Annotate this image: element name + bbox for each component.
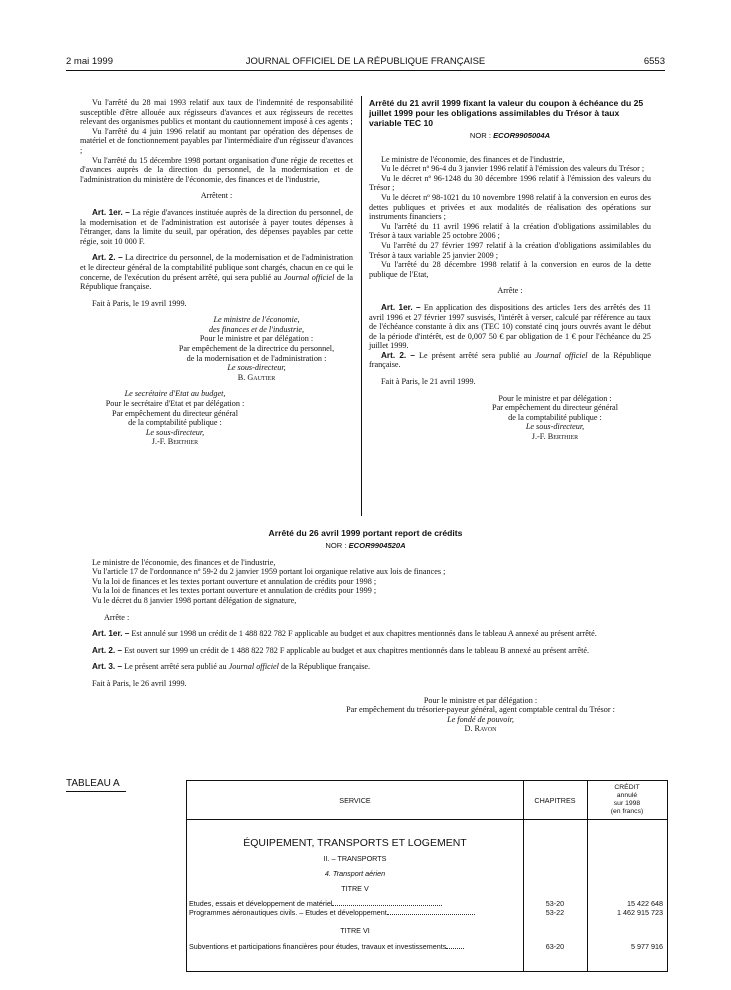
header-chapitres: CHAPITRES [534,796,576,805]
full-width-decree [80,528,651,734]
left-article-1: Art. 1er. – La régie d'avances instituée auprès de la direction du personnel, de la modernisation et de l'administration est autorisée à payer toutes dépenses à l'étranger, dans la limite du seuil, par opération, des dépenses payables par cette régie, soit 10 000 F. [80,207,353,246]
full-vu-1: Le ministre de l'économie, des finances et de l'industrie, [92,557,276,567]
table-titre-vi: TITRE VI [340,926,370,935]
tableau-label-rule [66,791,126,792]
right-fait: Fait à Paris, le 21 avril 1999. [381,377,476,387]
table-row-chapitre: 63-20 [545,942,565,951]
left-fait: Fait à Paris, le 19 avril 1999. [92,298,187,308]
header-journal-title: JOURNAL OFFICIEL DE LA RÉPUBLIQUE FRANÇAISE [245,56,486,67]
right-vu-6: Vu l'arrêté du 28 décembre 1998 relatif à la conversion en euros de la dette publique de l'Etat, [369,260,651,279]
right-vu-4: Vu l'arrêté du 11 avril 1996 relatif à la création d'obligations assimilables du Trésor à taux variable 25 octobre 2006 ; [369,221,651,241]
table-header-rule [187,819,667,820]
full-article-2: Art. 2. – Est ouvert sur 1999 un crédit de 1 488 822 782 F applicable au budget et aux chapitres mentionnés dans le tableau B annexé au présent arrêté. [92,645,590,655]
full-article-1: Art. 1er. – Est annulé sur 1998 un crédit de 1 488 822 782 F applicable au budget et aux chapitres mentionnés dans le tableau A annexé au présent arrêté. [92,629,597,639]
full-vu-3: Vu la loi de finances et les textes portant ouverture et annulation de crédits pour 1998 ; [92,576,377,586]
table-subsection: II. – TRANSPORTS [323,854,387,863]
table-chapter-group: 4. Transport aérien [324,869,386,878]
table-row-chapitre: 53-22 [545,908,565,917]
right-vu-3: Vu le décret nº 98-1021 du 10 novembre 1998 relatif à la conversion en euros des dettes publiques et privées et aux modalités de réalisation des opérations sur instruments financiers ; [369,192,651,222]
right-article-1: Art. 1er. – En application des dispositions des articles 1ers des arrêtés des 11 avril 1996 et 27 février 1997 susvisés, l'intérêt à verser, calculé par référence au taux de l'échéance constante à dix ans (TEC 10) constaté cinq jours ouvrés avant le début de la période d'intérêt, est de 0,007 50 € par obligation de 1 € pour l'échéance du 25 juillet 1999. [369,302,652,351]
full-nor: NOR : ECOR9904520A [325,541,406,550]
full-fait: Fait à Paris, le 26 avril 1999. [92,678,187,688]
right-article-2: Art. 2. – Le présent arrêté sera publié au Journal officiel de la République française. [369,350,651,370]
full-signature: Pour le ministre et par délégation : Par empêchement du trésorier-payeur général, agent comptable central du Trésor : Le fondé de pouvoir, D. Ravon [346,695,615,734]
right-vu-1: Vu le décret nº 96-4 du 3 janvier 1996 relatif à l'émission des valeurs du Trésor ; [381,164,645,174]
right-arrete: Arrête : [497,286,523,296]
table-row: Programmes aéronautiques civils. – Etudes et développement [189,908,519,917]
right-signature: Pour le ministre et par délégation : Par empêchement du directeur général de la comptabilité publique : Le sous-directeur, J.-F. Berthier [492,393,618,442]
header-credit: CRÉDIT annulé sur 1998 (en francs) [610,784,644,815]
right-column [369,98,651,442]
header-service: SERVICE [339,796,371,805]
full-vu-5: Vu le décret du 8 janvier 1998 portant délégation de signature, [92,595,297,605]
right-vu-5: Vu l'arrêté du 27 février 1997 relatif à la création d'obligations assimilables du Trésor à taux variable 25 janvier 2009 ; [369,240,651,260]
right-vu-2: Vu le décret nº 96-1248 du 30 décembre 1996 relatif à l'émission des valeurs du Trésor ; [369,173,651,193]
left-arretent: Arrêtent : [200,191,233,201]
table-row-credit: 1 462 915 723 [617,908,663,917]
right-nor: NOR : ECOR9905004A [469,131,551,140]
left-vu-3: Vu l'arrêté du 15 décembre 1998 portant organisation d'une régie de recettes et d'avances auprès de la direction du personnel, de la modernisation et de l'administration du ministère de l'économie, des finances et de l'industrie, [80,155,353,184]
full-decree-title: Arrêté du 26 avril 1999 portant report de crédits [268,528,463,538]
left-vu-2: Vu l'arrêté du 4 juin 1996 relatif au montant par opération des dépenses de matériel et de fonctionnement payables par l'intermédiaire d'un régisseur d'avances ; [80,126,353,155]
tableau-a-table [186,780,668,972]
table-row-credit: 5 977 916 [631,942,663,951]
table-titre-v: TITRE V [341,884,369,893]
left-signature-2: Le secrétaire d'Etat au budget, Pour le secrétaire d'Etat et par délégation : Par empêchement du directeur général de la comptabilité publique : Le sous-directeur, J.-F. Berthier [105,389,245,447]
right-decree-title: Arrêté du 21 avril 1999 fixant la valeur du coupon à échéance du 25 juillet 1999 pour les obligations assimilables du Trésor à taux variable TEC 10 [369,98,644,128]
tableau-label: TABLEAU A [66,778,120,789]
column-divider [361,96,362,516]
full-vu-2: Vu l'article 17 de l'ordonnance nº 59-2 du 2 janvier 1959 portant loi organique relative aux lois de finances ; [92,567,446,577]
right-minister: Le ministre de l'économie, des finances et de l'industrie, [381,154,565,164]
table-row: Etudes, essais et développement de matériel [189,899,519,908]
left-signature-1: Le ministre de l'économie, des finances et de l'industrie, Pour le ministre et par délégation : Par empêchement de la directrice du personnel, de la modernisation et de l'administration : Le sous-directeur, B. Gautier [178,315,335,382]
header-page-number: 6553 [643,56,665,67]
table-row-credit: 15 422 648 [627,899,663,908]
full-arrete: Arrête : [104,612,130,622]
left-article-2: Art. 2. – La directrice du personnel, de la modernisation et de l'administration et le directeur général de la comptabilité publique sont chargés, chacun en ce qui le concerne, de l'exécution du présent arrêté, qui sera publié au Journal officiel de la République française. [80,253,353,292]
left-vu-1: Vu l'arrêté du 28 mai 1993 relatif aux taux de l'indemnité de responsabilité susceptible d'être allouée aux régisseurs d'avances et aux régisseurs de recettes relevant des organismes publics et montant du cautionnement imposé à ces agents ; [80,98,353,127]
table-row-chapitre: 53-20 [545,899,565,908]
full-article-3: Art. 3. – Le présent arrêté sera publié au Journal officiel de la République française. [92,662,371,672]
table-section-title: ÉQUIPEMENT, TRANSPORTS ET LOGEMENT [243,837,467,849]
left-column [80,98,353,447]
table-row: Subventions et participations financières pour études, travaux et investissements [189,942,519,951]
full-vu-4: Vu la loi de finances et les textes portant ouverture et annulation de crédits pour 1999 ; [92,586,377,596]
header-date: 2 mai 1999 [66,56,114,67]
header-rule [66,70,665,71]
